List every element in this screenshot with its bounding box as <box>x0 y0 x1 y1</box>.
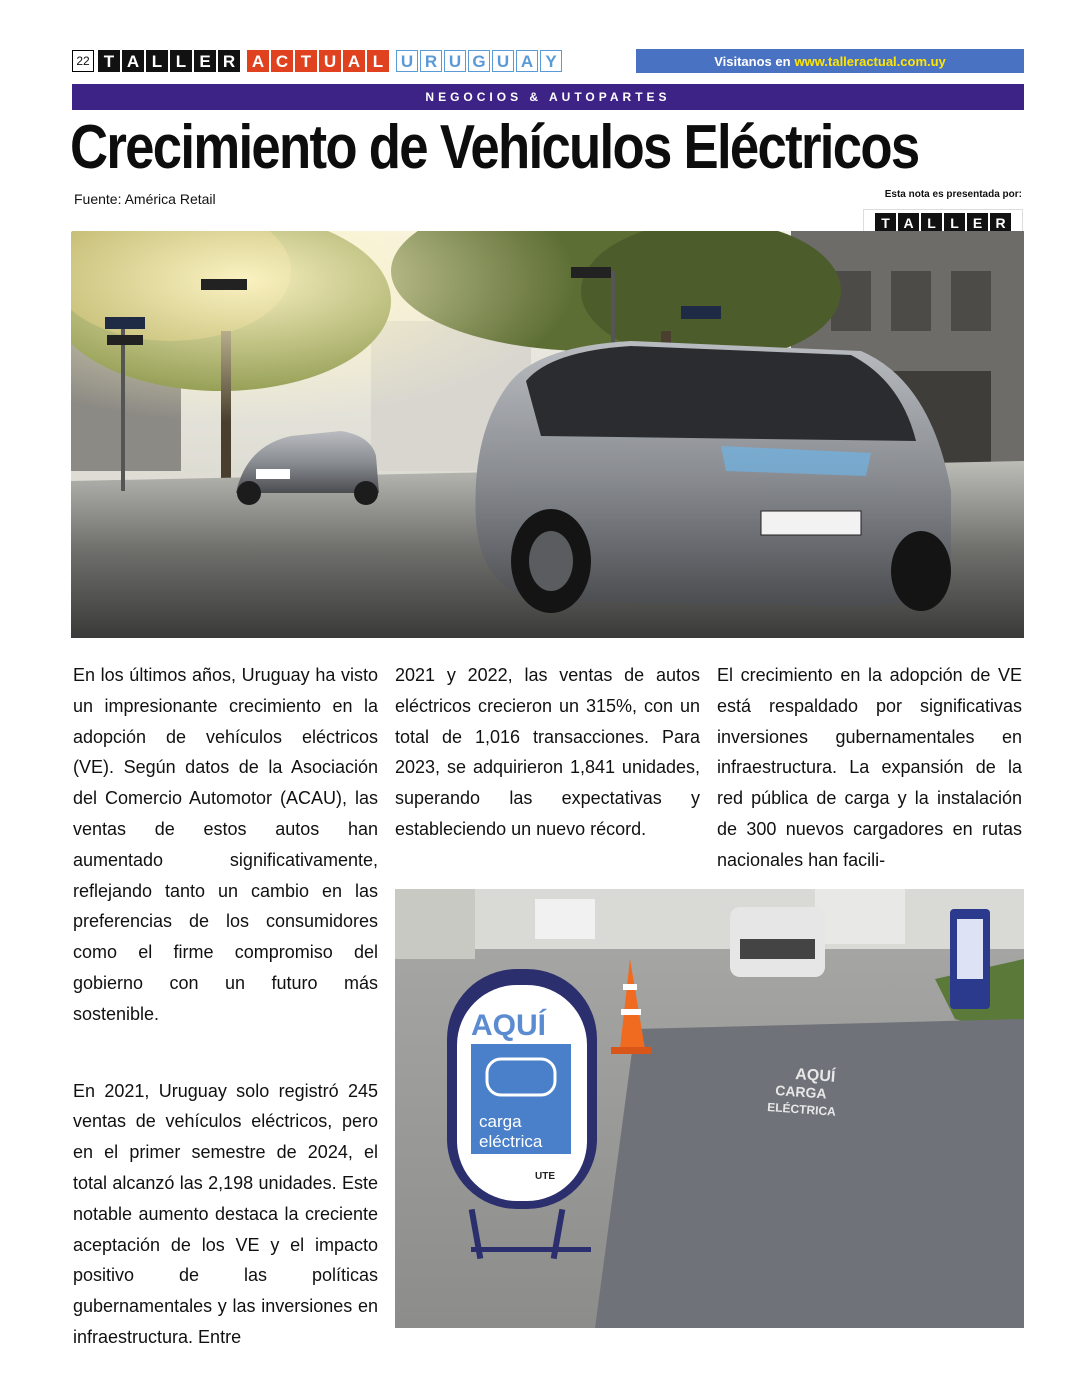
wordmark-letter: A <box>516 50 538 72</box>
hatchback-car <box>475 341 951 613</box>
wordmark-letter: L <box>170 50 192 72</box>
page-number: 22 <box>72 50 94 72</box>
logo-letter: E <box>967 213 988 233</box>
article-column-2 <box>395 660 700 845</box>
article-column-3 <box>717 660 1022 876</box>
wordmark-letter: U <box>319 50 341 72</box>
logo-letter: A <box>898 213 919 233</box>
wordmark-letter: A <box>343 50 365 72</box>
wordmark-letter: R <box>420 50 442 72</box>
article-paragraph: El crecimiento en la adopción de VE está respaldado por significativas inversiones gubernamentales en infraestructura. La expansión de la red pública de carga y la instalación de 300 nuevos cargadores en rutas nacionales han facili- <box>717 665 1022 870</box>
ground-marking: CARGA <box>774 1082 828 1102</box>
article-column-1 <box>73 660 378 1353</box>
sign-title: AQUÍ <box>471 1009 546 1042</box>
website-banner <box>636 49 1024 73</box>
article-paragraph: 2021 y 2022, las ventas de autos eléctricos crecieron un 315%, con un total de 1,016 transacciones. Para 2023, se adquirieron 1,841 unidades, superando las expectativas y estableciendo un nuevo récord. <box>395 665 700 839</box>
wordmark-letter: C <box>271 50 293 72</box>
wordmark-letter: U <box>396 50 418 72</box>
wordmark-letter: U <box>492 50 514 72</box>
article-source: Fuente: América Retail <box>74 191 216 207</box>
wordmark-letter: Y <box>540 50 562 72</box>
article-title: Crecimiento de Vehículos Eléctricos <box>70 113 919 182</box>
section-label: NEGOCIOS & AUTOPARTES <box>72 84 1024 110</box>
wordmark-letter: T <box>98 50 120 72</box>
wordmark-letter: G <box>468 50 490 72</box>
visit-prefix: Visitanos en <box>714 53 791 69</box>
logo-letter: L <box>921 213 942 233</box>
logo-letter: R <box>990 213 1011 233</box>
charging-station-photo <box>395 889 1024 1328</box>
wordmark-letter: L <box>367 50 389 72</box>
article-paragraph: En 2021, Uruguay solo registró 245 ventas de vehículos eléctricos, pero en el primer semestre de 2024, el total alcanzó las 2,198 unidades. Este notable aumento destaca la creciente aceptación de los VE y el impacto positivo de las políticas gubernamentales y las inversiones en infraestructura. Entre <box>73 1080 378 1347</box>
sign-brand: UTE <box>535 1171 555 1182</box>
hero-photo-electric-cars <box>71 231 1024 638</box>
wordmark-letter: T <box>295 50 317 72</box>
wordmark-letter: U <box>444 50 466 72</box>
wordmark-letter: A <box>122 50 144 72</box>
logo-letter: T <box>875 213 896 233</box>
sign-label-line2: eléctrica <box>479 1132 543 1151</box>
masthead <box>72 49 562 73</box>
sponsor-caption: Esta nota es presentada por: <box>884 189 1022 200</box>
wordmark-letter: A <box>247 50 269 72</box>
article-paragraph: En los últimos años, Uruguay ha visto un impresionante crecimiento en la adopción de vehículos eléctricos (VE). Según datos de la Asociación del Comercio Automotor (ACAU), las ventas de estos autos han aumentado significativamente, reflejando tanto un cambio en las preferencias de los consumidores como el firme compromiso del gobierno con un futuro más sostenible. <box>73 665 378 1024</box>
sign-label-line1: carga <box>479 1112 522 1131</box>
logo-letter: L <box>944 213 965 233</box>
wordmark-letter: E <box>194 50 216 72</box>
wordmark-letter: R <box>218 50 240 72</box>
ground-marking: ELÉCTRICA <box>766 1100 837 1119</box>
brand-wordmark <box>98 50 562 72</box>
website-link[interactable]: www.talleractual.com.uy <box>794 53 946 69</box>
wordmark-letter: L <box>146 50 168 72</box>
ground-marking: AQUÍ <box>794 1066 836 1086</box>
